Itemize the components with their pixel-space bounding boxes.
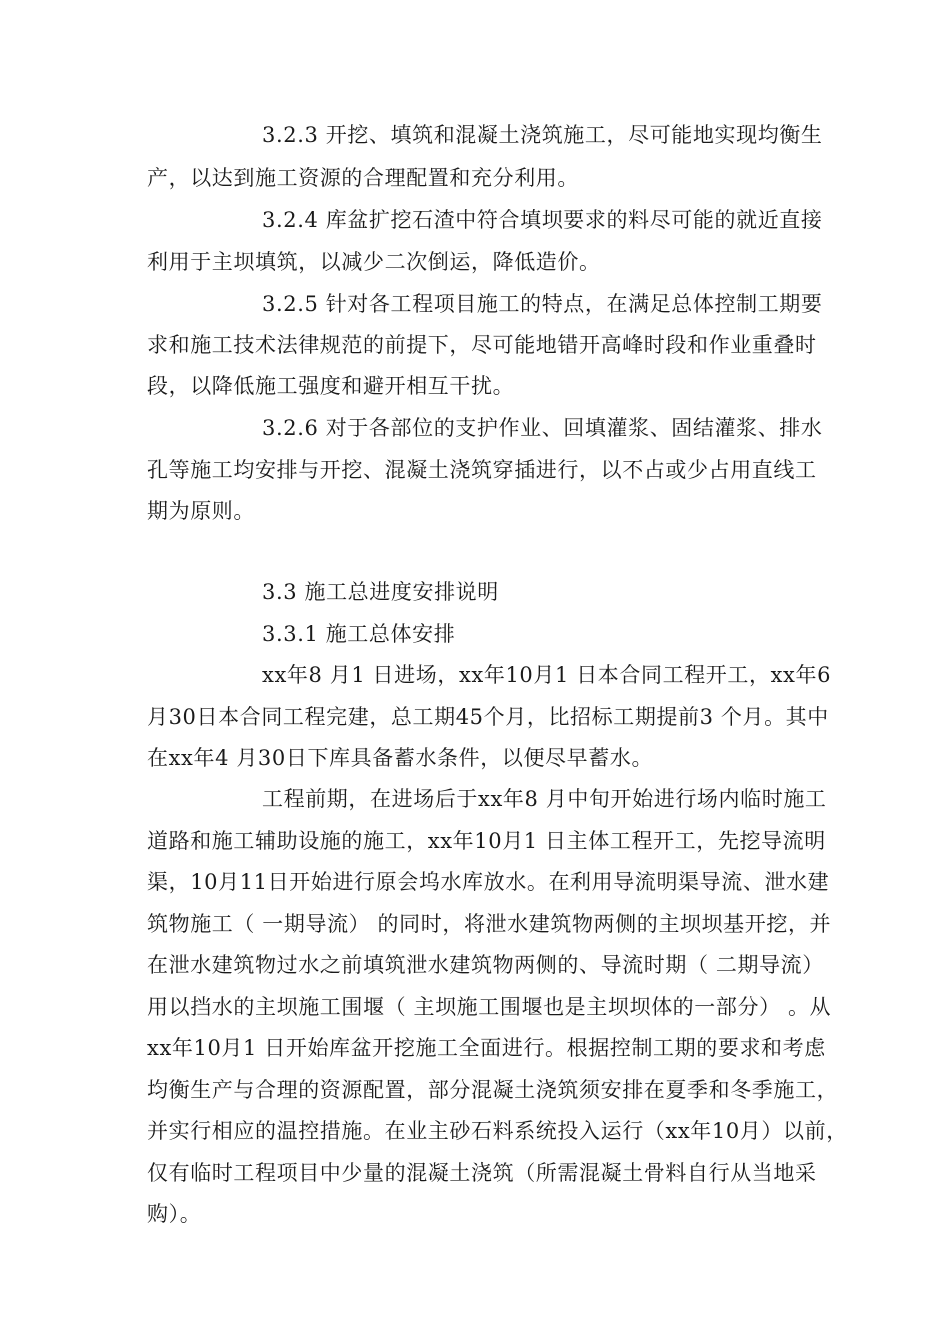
paragraph-schedule-line-1: xx年8 月1 日进场，xx年10月1 日本合同工程开工，xx年6 [262, 663, 832, 687]
paragraph-schedule-line-3: 在xx年4 月30日下库具备蓄水条件，以便尽早蓄水。 [147, 746, 654, 770]
paragraph-3-2-3-line-1: 3.2.3 开挖、填筑和混凝土浇筑施工，尽可能地实现均衡生 [262, 123, 823, 147]
paragraph-3-2-5-line-3: 段，以降低施工强度和避开相互干扰。 [147, 374, 515, 398]
paragraph-3-2-6-line-1: 3.2.6 对于各部位的支护作业、回填灌浆、固结灌浆、排水 [262, 416, 823, 440]
paragraph-early-stage-line-10: 仅有临时工程项目中少量的混凝土浇筑（所需混凝土骨料自行从当地采 [147, 1161, 817, 1185]
paragraph-early-stage-line-8: 均衡生产与合理的资源配置，部分混凝土浇筑须安排在夏季和冬季施工， [147, 1078, 839, 1102]
paragraph-3-2-5-line-2: 求和施工技术法律规范的前提下，尽可能地错开高峰时段和作业重叠时 [147, 333, 817, 357]
paragraph-3-2-6-line-3: 期为原则。 [147, 499, 255, 523]
paragraph-3-2-3-line-2: 产，以达到施工资源的合理配置和充分利用。 [147, 166, 579, 190]
paragraph-3-2-6-line-2: 孔等施工均安排与开挖、混凝土浇筑穿插进行，以不占或少占用直线工 [147, 458, 817, 482]
paragraph-early-stage-line-1: 工程前期，在进场后于xx年8 月中旬开始进行场内临时施工 [262, 787, 827, 811]
paragraph-early-stage-line-11: 购）。 [147, 1202, 202, 1226]
paragraph-early-stage-line-3: 渠，10月11日开始进行原会坞水库放水。在利用导流明渠导流、泄水建 [147, 870, 830, 894]
subsection-heading-3-3-1: 3.3.1 施工总体安排 [262, 622, 456, 646]
paragraph-early-stage-line-5: 在泄水建筑物过水之前填筑泄水建筑物两侧的、导流时期（ 二期导流） [147, 953, 824, 977]
paragraph-3-2-5-line-1: 3.2.5 针对各工程项目施工的特点，在满足总体控制工期要 [262, 292, 823, 316]
section-heading-3-3: 3.3 施工总进度安排说明 [262, 580, 499, 604]
paragraph-3-2-4-line-2: 利用于主坝填筑，以减少二次倒运，降低造价。 [147, 250, 601, 274]
paragraph-early-stage-line-9: 并实行相应的温控措施。在业主砂石料系统投入运行（xx年10月）以前， [147, 1119, 848, 1143]
paragraph-early-stage-line-6: 用以挡水的主坝施工围堰（ 主坝施工围堰也是主坝坝体的一部分） 。从 [147, 995, 832, 1019]
paragraph-early-stage-line-2: 道路和施工辅助设施的施工，xx年10月1 日主体工程开工，先挖导流明 [147, 829, 826, 853]
paragraph-schedule-line-2: 月30日本合同工程完建，总工期45个月，比招标工期提前3 个月。其中 [147, 705, 829, 729]
paragraph-early-stage-line-4: 筑物施工（ 一期导流） 的同时，将泄水建筑物两侧的主坝坝基开挖，并 [147, 912, 832, 936]
paragraph-early-stage-line-7: xx年10月1 日开始库盆开挖施工全面进行。根据控制工期的要求和考虑 [147, 1036, 826, 1060]
paragraph-3-2-4-line-1: 3.2.4 库盆扩挖石渣中符合填坝要求的料尽可能的就近直接 [262, 208, 823, 232]
